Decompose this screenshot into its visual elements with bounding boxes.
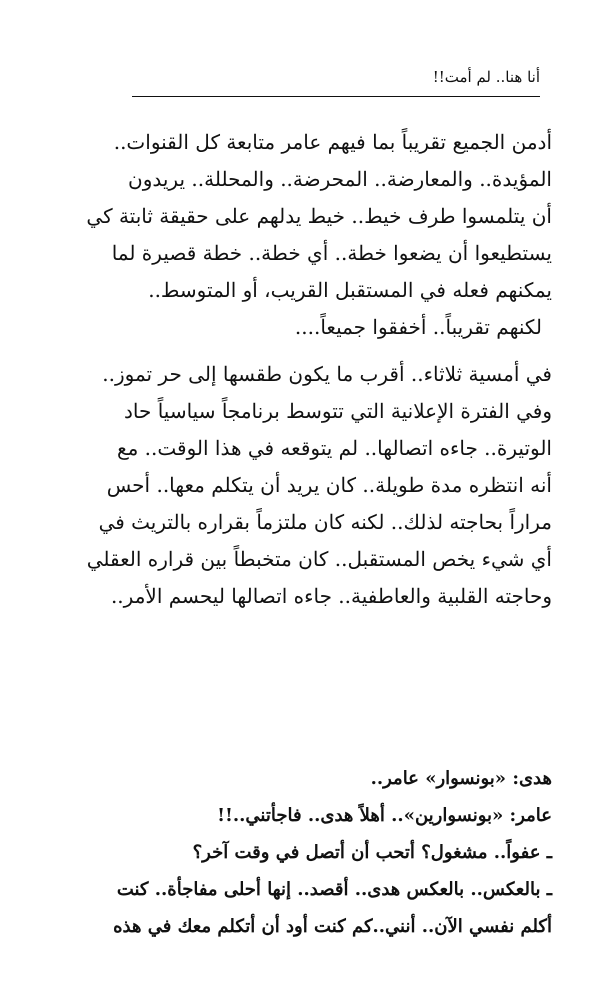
dialogue-line-2: عامر: «بونسوارين».. أهلاً هدى.. فاجأتني..!! xyxy=(217,805,552,826)
dialogue-line-5: أكلم نفسي الآن.. أنني..كم كنت أود أن أتكلم معك في هذه xyxy=(113,916,552,937)
paragraph-1-line-5: يمكنهم فعله في المستقبل القريب، أو المتوسط.. xyxy=(148,278,552,302)
dialogue-section xyxy=(48,760,552,945)
paragraph-2: لكنهم تقريباً.. أخفقوا جميعاً.... xyxy=(294,315,542,339)
paragraph-3-line-7: وحاجته القلبية والعاطفية.. جاءه اتصالها ليحسم الأمر.. xyxy=(110,584,552,608)
paragraph-3-line-5: مراراً بحاجته لذلك.. لكنه كان ملتزماً بقراره بالتريث في xyxy=(98,510,552,534)
dialogue-line-1: هدى: «بونسوار» عامر.. xyxy=(370,768,552,789)
paragraph-3-line-2: وفي الفترة الإعلانية التي تتوسط برنامجاً سياسياً حاد xyxy=(123,399,552,423)
running-header: أنا هنا.. لم أمت!! xyxy=(432,68,540,86)
header-rule xyxy=(132,96,540,97)
paragraph-1-line-4: يستطيعوا أن يضعوا خطة.. أي خطة.. خطة قصيرة لما xyxy=(111,241,552,265)
narrative-body xyxy=(48,124,552,615)
paragraph-1-line-3: أن يتلمسوا طرف خيط.. خيط يدلهم على حقيقة ثابتة كي xyxy=(86,204,552,228)
dialogue-line-3: ـ عفواً.. مشغول؟ أتحب أن أتصل في وقت آخر؟ xyxy=(192,842,552,863)
paragraph-1-line-1: أدمن الجميع تقريباً بما فيهم عامر متابعة كل القنوات.. xyxy=(113,130,552,154)
paragraph-3-line-4: أنه انتظره مدة طويلة.. كان يريد أن يتكلم معها.. أحس xyxy=(106,473,552,497)
paragraph-3-line-3: الوتيرة.. جاءه اتصالها.. لم يتوقعه في هذا الوقت.. مع xyxy=(116,436,552,460)
paragraph-3-line-6: أي شيء يخص المستقبل.. كان متخبطاً بين قراره العقلي xyxy=(86,547,552,571)
dialogue-line-4: ـ بالعكس.. بالعكس هدى.. أقصد.. إنها أحلى مفاجأة.. كنت xyxy=(116,879,552,900)
paragraph-1-line-2: المؤيدة.. والمعارضة.. المحرضة.. والمحللة.. يريدون xyxy=(128,167,552,191)
paragraph-gap xyxy=(48,346,552,356)
paragraph-3-line-1: في أمسية ثلاثاء.. أقرب ما يكون طقسها إلى حر تموز.. xyxy=(102,362,552,386)
